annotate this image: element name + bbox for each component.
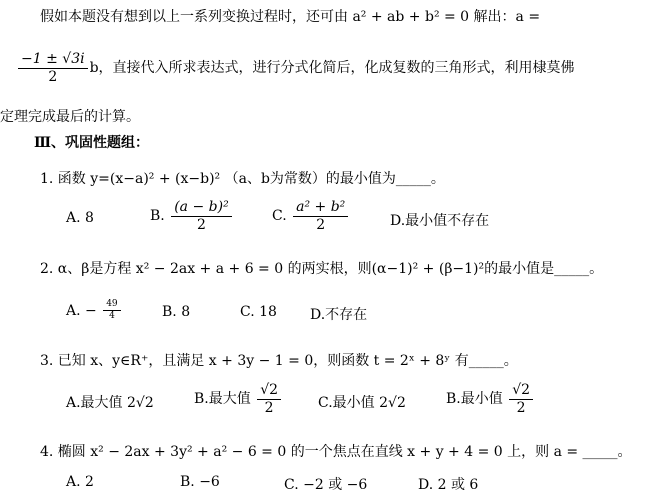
- q3-option-c: C.最小值 2√2: [318, 395, 406, 411]
- q3-option-d: [446, 383, 535, 415]
- q2-option-b: B. 8: [162, 304, 191, 320]
- section-title: Ⅲ、巩固性题组：: [34, 135, 150, 151]
- q2-option-c: C. 18: [240, 304, 277, 320]
- q4-option-b: B. −6: [180, 474, 220, 490]
- q2-option-a: [66, 300, 123, 322]
- q1-option-b-numerator: (a − b)²: [171, 200, 231, 217]
- q2-option-a-label: A. −: [66, 302, 97, 319]
- q1-option-a: A. 8: [66, 210, 94, 226]
- q3-option-d-numerator: √2: [509, 383, 533, 400]
- q1-option-c-label: C.: [272, 208, 287, 225]
- q2-option-a-numerator: 49: [103, 300, 120, 311]
- q3-option-b-denominator: 2: [264, 399, 274, 416]
- q1-option-b: [150, 200, 234, 232]
- intro-line-2: [16, 52, 575, 84]
- q3-option-d-label: B.最小值: [446, 391, 503, 408]
- q2-option-a-denominator: 4: [109, 311, 115, 322]
- q2-stem: 2. α、β是方程 x² − 2ax + a + 6 = 0 的两实根，则(α−1)² + (β−1)²的最小值是_____。: [40, 261, 604, 277]
- q4-option-c: C. −2 或 −6: [284, 477, 368, 493]
- q3-stem: 3. 已知 x、y∈R⁺，且满足 x + 3y − 1 = 0，则函数 t = 2ˣ + 8ʸ 有_____。: [40, 353, 518, 369]
- q1-option-b-denominator: 2: [196, 216, 206, 233]
- q1-option-b-fraction: [171, 200, 231, 232]
- q3-option-d-denominator: 2: [516, 399, 526, 416]
- q3-option-b-numerator: √2: [257, 383, 281, 400]
- q1-option-b-label: B.: [150, 208, 165, 225]
- intro-line-2-text: b，直接代入所求表达式，进行分式化简后，化成复数的三角形式，利用棣莫佛: [89, 60, 575, 77]
- q1-stem: 1. 函数 y=(x−a)² + (x−b)² （a、b为常数）的最小值为_____。: [40, 171, 445, 187]
- intro-line-3: 定理完成最后的计算。: [0, 109, 140, 125]
- q3-option-b-fraction: [257, 383, 281, 415]
- root-fraction-denominator: 2: [48, 68, 58, 85]
- q1-option-d: D.最小值不存在: [390, 213, 490, 229]
- q1-option-c-numerator: a² + b²: [293, 200, 348, 217]
- q3-option-b: [194, 383, 283, 415]
- q1-option-c-denominator: 2: [316, 216, 326, 233]
- q2-option-d: D.不存在: [310, 307, 368, 323]
- q2-option-a-fraction: [103, 300, 120, 322]
- q3-option-d-fraction: [509, 383, 533, 415]
- q1-option-c-fraction: [293, 200, 348, 232]
- q3-option-b-label: B.最大值: [194, 391, 251, 408]
- q1-option-c: [272, 200, 350, 232]
- q3-option-a: A.最大值 2√2: [66, 395, 154, 411]
- intro-line-1: 假如本题没有想到以上一系列变换过程时，还可由 a² + ab + b² = 0 解出：a =: [40, 9, 541, 25]
- q4-option-d: D. 2 或 6: [418, 477, 479, 493]
- q4-stem: 4. 椭圆 x² − 2ax + 3y² + a² − 6 = 0 的一个焦点在直线 x + y + 4 = 0 上，则 a = _____。: [40, 444, 632, 460]
- q4-option-a: A. 2: [66, 474, 94, 490]
- root-fraction: [18, 52, 88, 84]
- root-fraction-numerator: −1 ± √3i: [18, 52, 88, 69]
